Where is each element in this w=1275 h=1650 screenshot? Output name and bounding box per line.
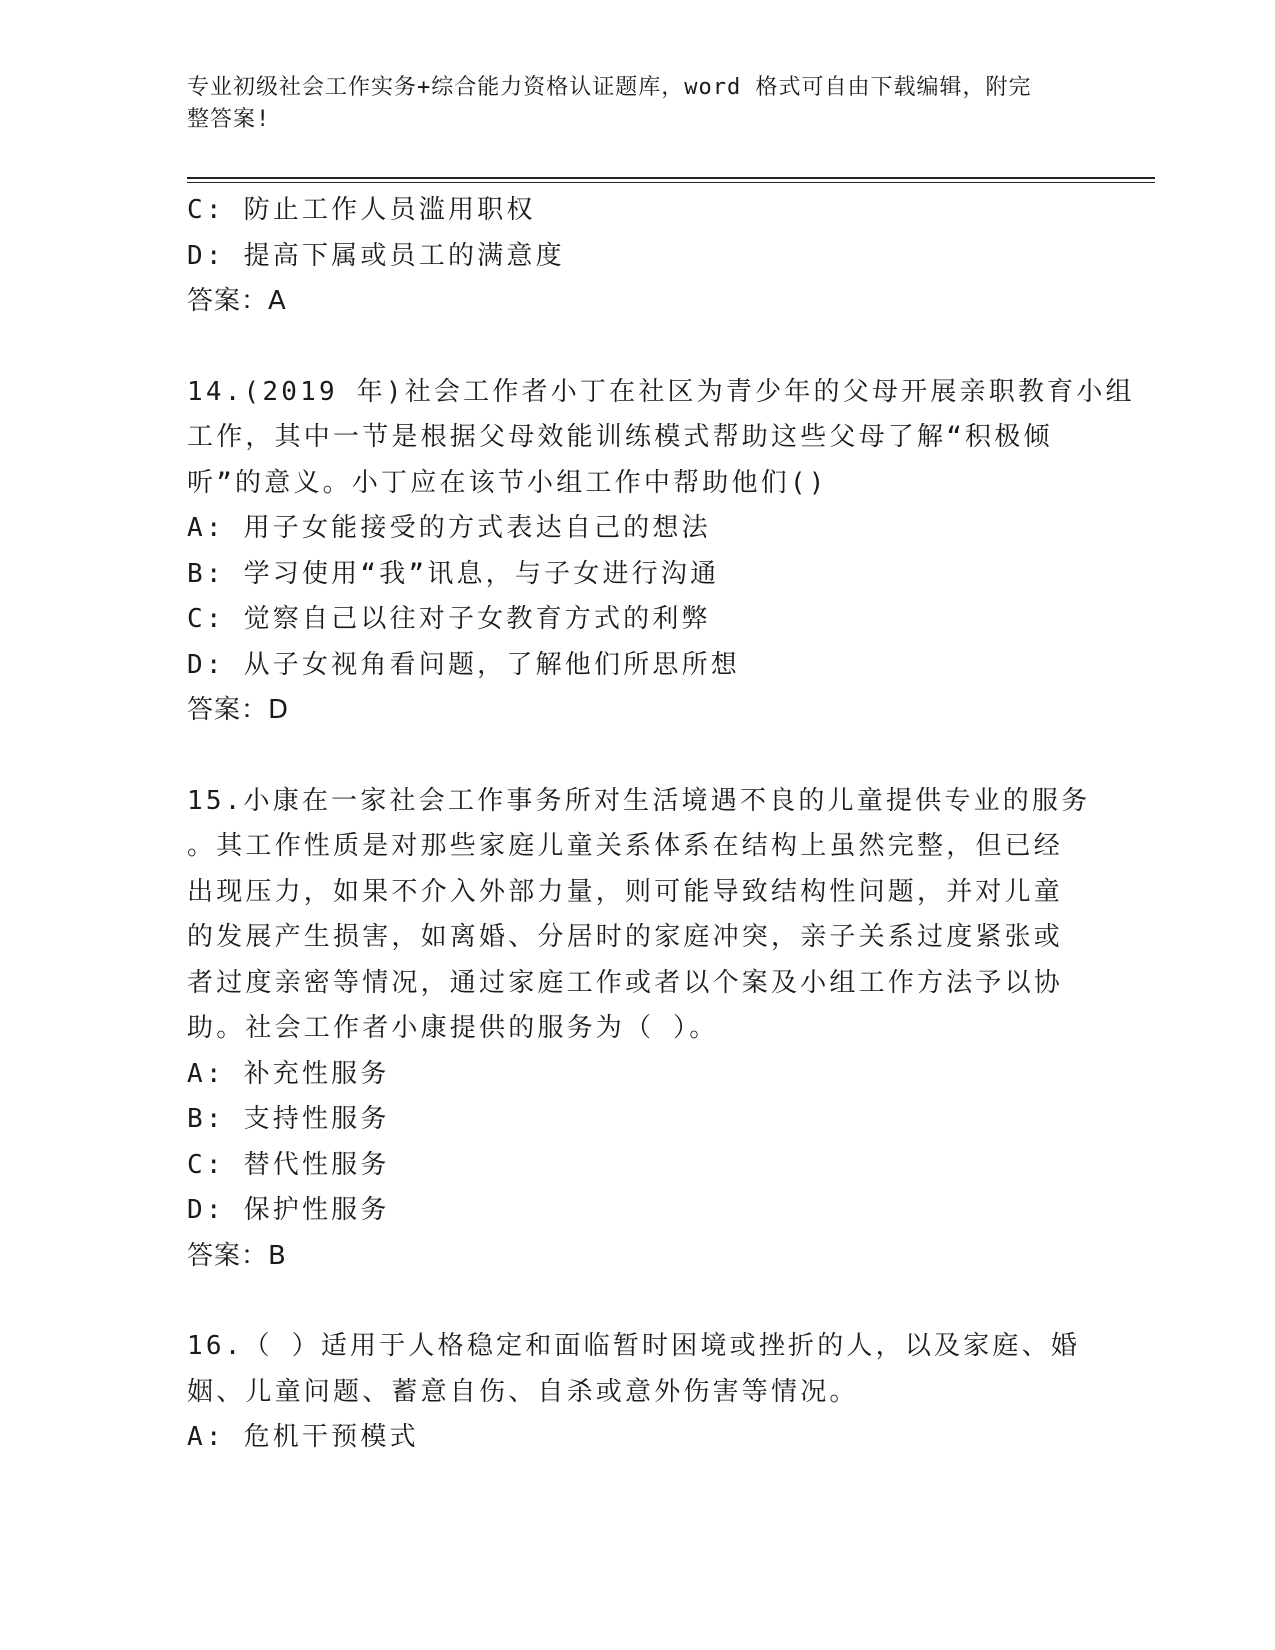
option-c bbox=[187, 188, 1087, 234]
question-15 bbox=[187, 779, 1091, 1280]
option-text: 替代性服务 bbox=[243, 1149, 390, 1180]
question-14 bbox=[187, 370, 1135, 734]
document-header bbox=[187, 72, 1087, 136]
question-text-line: 。其工作性质是对那些家庭儿童关系体系在结构上虽然完整，但已经 bbox=[187, 831, 1064, 861]
option-letter: D: bbox=[187, 649, 225, 680]
question-text-line: 出现压力，如果不介入外部力量，则可能导致结构性问题，并对儿童 bbox=[187, 876, 1064, 907]
question-13 bbox=[187, 188, 1087, 325]
question-text-line: 的发展产生损害，如离婚、分居时的家庭冲突，亲子关系过度紧张或 bbox=[187, 922, 1064, 952]
option-letter: B: bbox=[187, 558, 225, 589]
answer-line: 答案：D bbox=[187, 695, 290, 725]
header-divider-thin bbox=[187, 182, 1155, 183]
option-letter: D: bbox=[187, 240, 225, 271]
option-letter: C: bbox=[187, 604, 225, 634]
option-letter: A: bbox=[187, 1058, 225, 1089]
option-d bbox=[187, 643, 1087, 689]
option-a bbox=[187, 1415, 1087, 1461]
option-text: 补充性服务 bbox=[243, 1058, 390, 1089]
option-letter: A: bbox=[187, 1422, 225, 1452]
question-text-line: 听”的意义。小丁应在该节小组工作中帮助他们() bbox=[187, 467, 828, 498]
answer-line: 答案：A bbox=[187, 286, 287, 316]
option-text: 防止工作人员滥用职权 bbox=[243, 195, 536, 225]
option-letter: C: bbox=[187, 195, 225, 225]
option-letter: B: bbox=[187, 1104, 225, 1134]
spacer bbox=[187, 1279, 1087, 1324]
question-text-line: 助。社会工作者小康提供的服务为（ ）。 bbox=[187, 1013, 719, 1043]
option-a bbox=[187, 1052, 1087, 1098]
option-text: 觉察自己以往对子女教育方式的利弊 bbox=[243, 604, 711, 634]
question-text-line: 16.（ ）适用于人格稳定和面临暂时困境或挫折的人，以及家庭、婚 bbox=[187, 1331, 1081, 1361]
header-line-1: 专业初级社会工作实务+综合能力资格认证题库，word 格式可自由下载编辑，附完 bbox=[187, 75, 1032, 100]
spacer bbox=[187, 325, 1087, 370]
option-text: 学习使用“我”讯息，与子女进行沟通 bbox=[243, 558, 720, 589]
option-b bbox=[187, 1097, 1087, 1143]
question-text-line: 者过度亲密等情况，通过家庭工作或者以个案及小组工作方法予以协 bbox=[187, 967, 1064, 998]
option-text: 支持性服务 bbox=[243, 1104, 390, 1134]
option-c bbox=[187, 1143, 1087, 1189]
answer-line: 答案：B bbox=[187, 1240, 287, 1271]
option-letter: A: bbox=[187, 513, 225, 543]
option-d bbox=[187, 234, 1087, 280]
option-text: 从子女视角看问题，了解他们所思所想 bbox=[243, 649, 740, 680]
option-text: 保护性服务 bbox=[243, 1195, 390, 1225]
question-text-line: 14.(2019 年)社会工作者小丁在社区为青少年的父母开展亲职教育小组 bbox=[187, 376, 1135, 407]
document-body bbox=[187, 188, 1135, 1461]
option-a bbox=[187, 506, 1087, 552]
question-16 bbox=[187, 1324, 1087, 1461]
option-letter: C: bbox=[187, 1149, 225, 1180]
option-b bbox=[187, 552, 1087, 598]
header-divider-thick bbox=[187, 177, 1155, 179]
question-text-line: 15.小康在一家社会工作事务所对生活境遇不良的儿童提供专业的服务 bbox=[187, 785, 1091, 816]
option-c bbox=[187, 597, 1087, 643]
question-text-line: 工作，其中一节是根据父母效能训练模式帮助这些父母了解“积极倾 bbox=[187, 422, 1053, 452]
header-line-2: 整答案! bbox=[187, 107, 271, 132]
option-text: 用子女能接受的方式表达自己的想法 bbox=[243, 513, 711, 543]
option-d bbox=[187, 1188, 1087, 1234]
spacer bbox=[187, 734, 1087, 779]
option-letter: D: bbox=[187, 1195, 225, 1225]
option-text: 危机干预模式 bbox=[243, 1422, 419, 1452]
option-text: 提高下属或员工的满意度 bbox=[243, 240, 565, 271]
question-text-line: 姻、儿童问题、蓄意自伤、自杀或意外伤害等情况。 bbox=[187, 1376, 859, 1407]
